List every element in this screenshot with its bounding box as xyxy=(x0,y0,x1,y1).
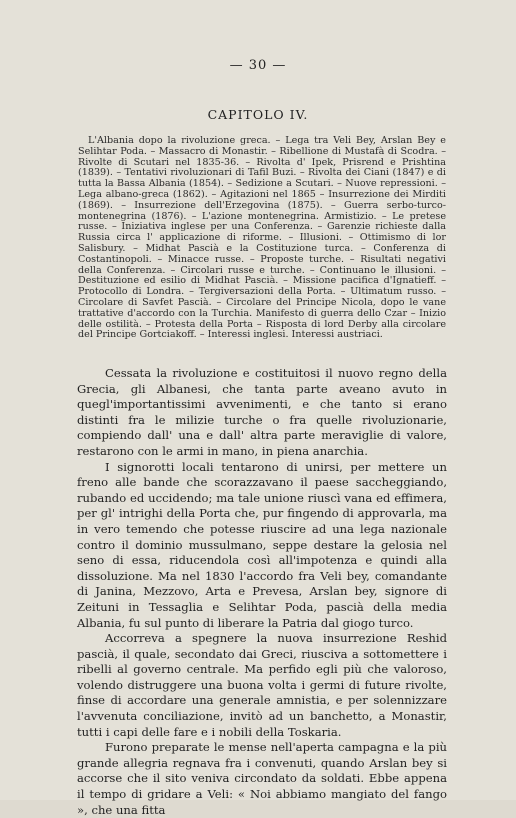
body-text xyxy=(77,366,447,818)
chapter-summary: L'Albania dopo la rivoluzione greca. – Lega tra Veli Bey, Arslan Bey e Selihtar Poda. – Massacro di Monastir. – Ribellione di Mustafà di Scodra. – Rivolte di Scutari nel 1835-36. – Rivolta d' Ipek, Prisrend e Prishtina (1839). – Tentativi rivoluzionari di Tafil Buzi. – Rivolta dei Ciani (1847) e di tutta la Bassa Albania (1854). – Sedizione a Scutari. – Nuove repressioni. – Lega albano-greca (1862). – Agitazioni nel 1865 – Insurrezione dei Mirditi (1869). – Insurrezione dell'Erzegovina (1875). – Guerra serbo-turco-montenegrina (1876). – L'azione montenegrina. Armistizio. – Le pretese russe. – Iniziativa inglese per una Conferenza. – Garenzie richieste dalla Russia circa l' applicazione di riforme. – Illusioni. – Ottimismo di lor Salisbury. – Midhat Pascià e la Costituzione turca. – Conferenza di Costantinopoli. – Minacce russe. – Proposte turche. – Risultati negativi della Conferenza. – Circolari russe e turche. – Continuano le illusioni. – Destituzione ed esilio di Midhat Pascià. – Missione pacifica d'Ignatieff. – Protocollo di Londra. – Tergiversazioni della Porta. – Ultimatum russo. – Circolare di Savfet Pascià. – Circolare del Principe Nicola, dopo le vane trattative d'accordo con la Turchia. Manifesto di guerra dello Czar – Inizio delle ostilità. – Protesta della Porta – Risposta di lord Derby alla circolare del Principe Gortciakoff. – Interessi inglesi. Interessi austriaci. xyxy=(78,135,446,341)
chapter-title: CAPITOLO IV. xyxy=(207,107,309,122)
paragraph-1: Cessata la rivoluzione e costituitosi il nuovo regno della Grecia, gli Albanesi, che tanta parte aveano avuto in quegl'importantissimi avvenimenti, e che tanto si erano distinti fra le milizie turche o fra quelle rivoluzionarie, compiendo dall' una e dall' altra parte meraviglie di valore, restarono con le armi in mano, in piena anarchia. xyxy=(77,366,447,458)
page-number: — 30 — xyxy=(229,58,287,73)
paragraph-4: Furono preparate le mense nell'aperta campagna e la più grande allegria regnava fra i convenuti, quando Arslan bey si accorse che il sito veniva circondato da soldati. Ebbe appena il tempo di gridare a Veli: « Noi abbiamo mangiato del fango », che una fitta xyxy=(77,740,447,817)
paragraph-2: I signorotti locali tentarono di unirsi, per mettere un freno alle bande che scorazzavano il paese saccheggiando, rubando ed uccidendo; ma tale unione riuscì vana ed effimera, per gl' intrighi della Porta che, pur fingendo di approvarla, ma in vero temendo che potesse riuscire ad una lega nazionale contro il dominio mussulmano, seppe destare la gelosia nel seno di essa, riducendola così all'impotenza e quindi alla dissoluzione. Ma nel 1830 l'accordo fra Veli bey, comandante di Janina, Mezzovo, Arta e Prevesa, Arslan bey, signore di Zeituni in Tessaglia e Selihtar Poda, pascià della media Albania, fu sul punto di liberare la Patria dal giogo turco. xyxy=(77,459,447,630)
paragraph-3: Accorreva a spegnere la nuova insurrezione Reshid pascià, il quale, secondato dai Greci, riusciva a sottomettere i ribelli al governo centrale. Ma perfido egli più che valoroso, volendo distruggere una buona volta i germi di future rivolte, finse di accordare una generale amnistia, e per solennizzare l'avvenuta conciliazione, invitò ad un banchetto, a Monastir, tutti i capi delle fare e i nobili della Toskaria. xyxy=(77,631,447,739)
